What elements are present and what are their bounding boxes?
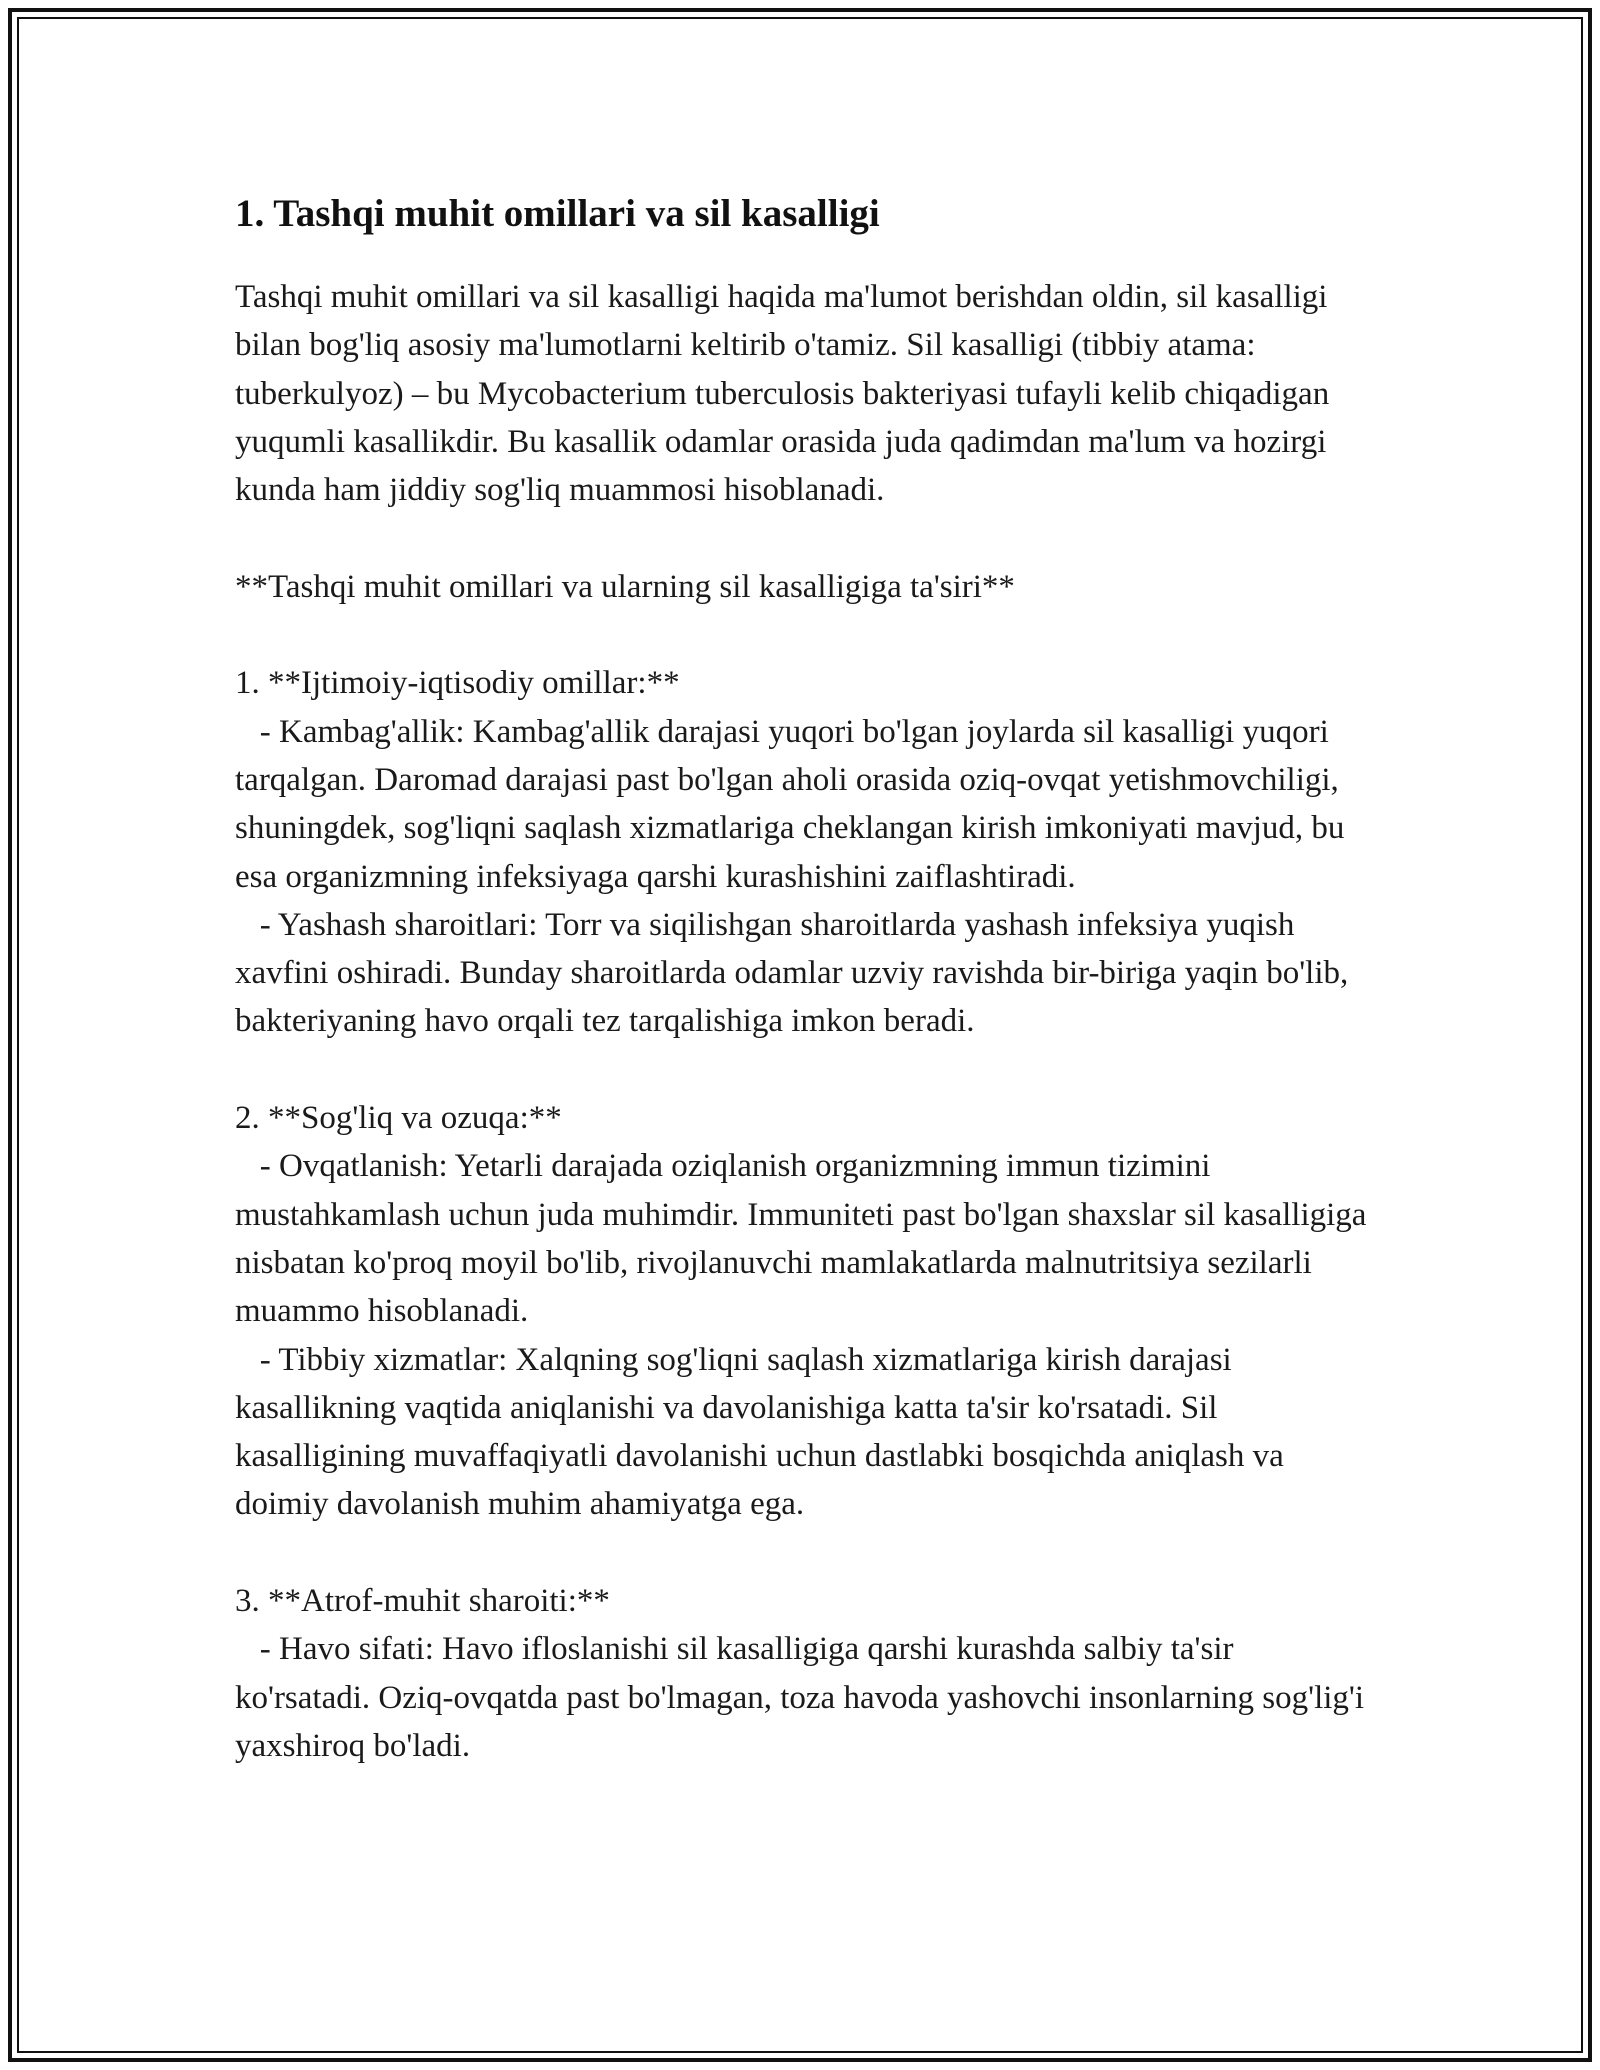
section-2-item-2 bbox=[235, 1336, 1370, 1529]
section-3-heading: 3. **Atrof-muhit sharoiti:** bbox=[235, 1583, 610, 1620]
document-body bbox=[235, 183, 1370, 1770]
section-heading: **Tashqi muhit omillari va ularning sil kasalligiga ta'siri** bbox=[235, 568, 1015, 605]
paragraph-gap bbox=[235, 1529, 1370, 1577]
paragraph-gap bbox=[235, 611, 1370, 659]
section-1-item-1 bbox=[235, 708, 1370, 901]
section-1-item-1-text: - Kambag'allik: Kambag'allik darajasi yuqori bo'lgan joylarda sil kasalligi yuqori tarqalgan. Daromad darajasi past bo'lgan aholi orasida oziq-ovqat yetishmovchiligi, shuningdek, sog'liqni saqlash xizmatlariga cheklangan kirish imkoniyati mavjud, bu esa organizmning infeksiyaga qarshi kurashishini zaiflashtiradi. bbox=[235, 713, 1345, 895]
section-1-item-2-text: - Yashash sharoitlari: Torr va siqilishgan sharoitlarda yashash infeksiya yuqish xavfini oshiradi. Bunday sharoitlarda odamlar uzviy ravishda bir-biriga yaqin bo'lib, bakteriyaning havo orqali tez tarqalishiga imkon beradi. bbox=[235, 906, 1349, 1040]
section-3-item-1-text: - Havo sifati: Havo ifloslanishi sil kasalligiga qarshi kurashda salbiy ta'sir ko'rsatadi. Oziq-ovqatda past bo'lmagan, toza havoda yashovchi insonlarning sog'lig'i yaxshiroq bo'ladi. bbox=[235, 1631, 1365, 1764]
paragraph-gap bbox=[235, 1046, 1370, 1094]
paragraph-gap bbox=[235, 514, 1370, 562]
document-title: 1. Tashqi muhit omillari va sil kasalligi bbox=[235, 192, 880, 235]
section-2-item-2-text: - Tibbiy xizmatlar: Xalqning sog'liqni saqlash xizmatlariga kirish darajasi kasallikning vaqtida aniqlanishi va davolanishiga katta ta'sir ko'rsatadi. Sil kasalligining muvaffaqiyatli davolanishi uchun dastlabki bosqichda aniqlash va doimiy davolanish muhim ahamiyatga ega. bbox=[235, 1341, 1284, 1523]
section-2-item-1 bbox=[235, 1142, 1370, 1335]
section-2-item-1-text: - Ovqatlanish: Yetarli darajada oziqlanish organizmning immun tizimini mustahkamlash uchun juda muhimdir. Immuniteti past bo'lgan shaxslar sil kasalligiga nisbatan ko'proq moyil bo'lib, rivojlanuvchi mamlakatlarda malnutritsiya sezilarli muammo hisoblanadi. bbox=[235, 1148, 1367, 1330]
section-1-item-2 bbox=[235, 901, 1370, 1046]
section-1-heading: 1. **Ijtimoiy-iqtisodiy omillar:** bbox=[235, 665, 680, 702]
intro-paragraph: Tashqi muhit omillari va sil kasalligi haqida ma'lumot berishdan oldin, sil kasalligi bilan bog'liq asosiy ma'lumotlarni keltirib o'tamiz. Sil kasalligi (tibbiy atama: tuberkulyoz) – bu Mycobacterium tuberculosis bakteriyasi tufayli kelib chiqadigan yuqumli kasallikdir. Bu kasallik odamlar orasida juda qadimdan ma'lum va hozirgi kunda ham jiddiy sog'liq muammosi hisoblanadi. bbox=[235, 279, 1330, 509]
section-3-item-1 bbox=[235, 1625, 1370, 1770]
section-2-heading: 2. **Sog'liq va ozuqa:** bbox=[235, 1100, 562, 1137]
